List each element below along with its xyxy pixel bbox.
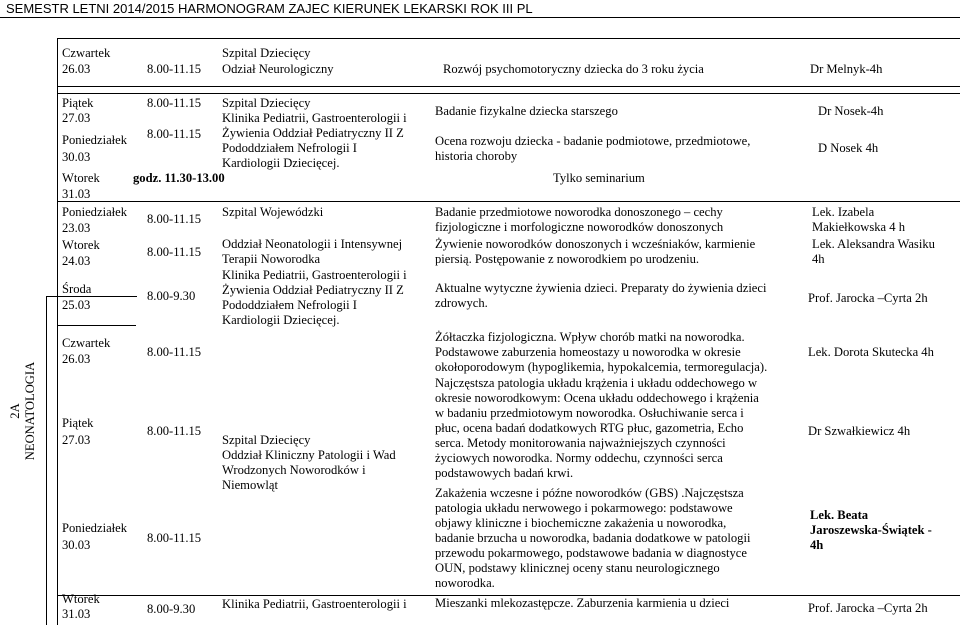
place-line: Terapii Noworodka (222, 252, 321, 266)
topic: fizjologiczne i morfologiczne noworodków donoszonych (435, 220, 724, 234)
place-line: Wrodzonych Noworodków i (222, 463, 366, 477)
place-title: Szpital Dziecięcy (222, 433, 311, 447)
place-line: Pododdziałem Nefrologii I (222, 141, 358, 155)
day-date: 23.03 (62, 221, 91, 235)
border-col-day (57, 38, 58, 625)
day-label: Środa (62, 282, 92, 296)
topic: patologia układu nerwowego i pokarmowego: podstawowe (435, 501, 733, 515)
day-label: Czwartek (62, 46, 111, 60)
topic: Badanie fizykalne dziecka starszego (435, 104, 618, 118)
day-date: 26.03 (62, 352, 91, 366)
teacher: Prof. Jarocka –Cyrta 2h (808, 291, 928, 305)
teacher: Lek. Dorota Skutecka 4h (808, 345, 934, 359)
topic: Najczęstsza patologia układu krążenia i układu oddechowego w (435, 376, 758, 390)
day-date: 27.03 (62, 433, 91, 447)
place-line: Niemowląt (222, 478, 278, 492)
time-slot: 8.00-11.15 (147, 424, 202, 438)
teacher: D Nosek 4h (818, 141, 879, 155)
row-divider (57, 86, 960, 87)
row-divider (57, 93, 960, 94)
day-label: Poniedziałek (62, 133, 128, 147)
day-date: 31.03 (62, 187, 91, 201)
topic: OUN, podstawy klinicznej oceny stanu neurologicznego (435, 561, 720, 575)
day-date: 26.03 (62, 62, 91, 76)
teacher: 4h (810, 538, 824, 552)
topic: Żółtaczka fizjologiczna. Wpływ chorób matki na noworodka. (435, 330, 745, 344)
row-divider (46, 296, 137, 297)
topic: Rozwój psychomotoryczny dziecka do 3 roku życia (443, 62, 704, 76)
teacher: Prof. Jarocka –Cyrta 2h (808, 601, 928, 615)
teacher: Makiełkowska 4 h (812, 220, 906, 234)
day-label: Piątek (62, 96, 94, 110)
teacher: Dr Szwałkiewicz 4h (808, 424, 911, 438)
teacher: Lek. Aleksandra Wasiku (812, 237, 935, 251)
place-line: Żywienia Oddział Pediatryczny II Z (222, 126, 404, 140)
teacher: Dr Melnyk-4h (810, 62, 883, 76)
topic: noworodka. (435, 576, 495, 590)
place-line: Klinika Pediatrii, Gastroenterologii i (222, 268, 407, 282)
time-slot: 8.00-11.15 (147, 245, 202, 259)
day-label: Poniedziałek (62, 521, 128, 535)
topic: Ocena rozwoju dziecka - badanie podmiotowe, przedmiotowe, (435, 134, 751, 148)
topic: Aktualne wytyczne żywienia dzieci. Preparaty do żywienia dzieci (435, 281, 767, 295)
place-title: Szpital Wojewódzki (222, 205, 324, 219)
day-label: Piątek (62, 416, 94, 430)
day-date: 24.03 (62, 254, 91, 268)
row-divider (57, 325, 136, 326)
teacher: Dr Nosek-4h (818, 104, 884, 118)
topic: Badanie przedmiotowe noworodka donoszonego – cechy (435, 205, 723, 219)
topic: przewodu pokarmowego, podstawowe badania w diagnostyce (435, 546, 747, 560)
time-slot: 8.00-11.15 (147, 62, 202, 76)
place-line: Oddział Kliniczny Patologii i Wad (222, 448, 396, 462)
topic: Mieszanki mlekozastępcze. Zaburzenia karmienia u dzieci (435, 596, 730, 610)
topic: Podstawowe zaburzenia homeostazy u noworodka w okresie (435, 345, 741, 359)
time-slot: 8.00-9.30 (147, 289, 196, 303)
time-slot: 8.00-11.15 (147, 96, 202, 110)
teacher: Lek. Izabela (812, 205, 875, 219)
time-slot: 8.00-9.30 (147, 602, 196, 616)
place-title: Szpital Dziecięcy (222, 96, 311, 110)
place-line: Kardiologii Dziecięcej. (222, 313, 340, 327)
teacher: Lek. Beata (810, 508, 869, 522)
day-label: Wtorek (62, 238, 100, 252)
topic: badanie brzucha u noworodka, badania dodatkowe w patologii (435, 531, 751, 545)
topic: okresie noworodkowym: Ocena układu oddechowego i krążenia (435, 391, 759, 405)
topic: zdrowych. (435, 296, 488, 310)
place-line: Pododdziałem Nefrologii I (222, 298, 358, 312)
teacher: Jaroszewska-Świątek - (810, 523, 932, 537)
group-number: 2A (8, 403, 22, 419)
row-divider (57, 201, 960, 202)
topic: Żywienie noworodków donoszonych i wcześniaków, karmienie (435, 237, 756, 251)
teacher: 4h (812, 252, 825, 266)
topic: Tylko seminarium (553, 171, 645, 185)
day-label: Wtorek (62, 592, 100, 606)
topic: serca. Metody monitorowania najważniejszych czynności (435, 436, 726, 450)
row-divider (57, 38, 960, 39)
topic: płuc, ocena badań dodatkowych RTG płuc, gazometria, Echo (435, 421, 744, 435)
time-slot: 8.00-11.15 (147, 127, 202, 141)
place-title: Szpital Dziecięcy (222, 46, 311, 60)
topic: życiowych noworodka. Normy oddechu, czynności serca (435, 451, 723, 465)
day-label: Wtorek (62, 171, 100, 185)
time-slot: 8.00-11.15 (147, 531, 202, 545)
time-slot: 8.00-11.15 (147, 212, 202, 226)
topic: w badaniu przedmiotowym noworodka. Osłuchiwanie serca i (435, 406, 744, 420)
day-date: 30.03 (62, 150, 91, 164)
day-date: 31.03 (62, 607, 91, 621)
topic: piersią. Postępowanie z noworodkiem po urodzeniu. (435, 252, 700, 266)
day-date: 30.03 (62, 538, 91, 552)
topic: objawy kliniczne i biochemiczne zakażenia u noworodka, (435, 516, 727, 530)
place-line: Oddział Neonatologii i Intensywnej (222, 237, 403, 251)
group-label (0, 296, 46, 526)
place-line: Kardiologii Dziecięcej. (222, 156, 340, 170)
day-date: 25.03 (62, 298, 91, 312)
day-date: 27.03 (62, 111, 91, 125)
place-line: Klinika Pediatrii, Gastroenterologii i (222, 111, 407, 125)
place-line: Klinika Pediatrii, Gastroenterologii i (222, 597, 407, 611)
schedule-title: SEMESTR LETNI 2014/2015 HARMONOGRAM ZAJEC KIERUNEK LEKARSKI ROK III PL (0, 0, 960, 18)
time-slot: 8.00-11.15 (147, 345, 202, 359)
day-label: Czwartek (62, 336, 111, 350)
group-name: NEONATOLOGIA (23, 361, 37, 461)
place-line: Żywienia Oddział Pediatryczny II Z (222, 283, 404, 297)
day-label: Poniedziałek (62, 205, 128, 219)
topic: okołoporodowym (hypoglikemia, hypokalcemia, termoregulacja). (435, 360, 768, 374)
time-slot: godz. 11.30-13.00 (133, 171, 225, 185)
topic: podstawowych badań krwi. (435, 466, 574, 480)
topic: historia choroby (435, 149, 518, 163)
border-col-side (46, 296, 47, 625)
place-name: Odział Neurologiczny (222, 62, 334, 76)
topic: Zakażenia wczesne i późne noworodków (GBS) .Najczęstsza (435, 486, 744, 500)
